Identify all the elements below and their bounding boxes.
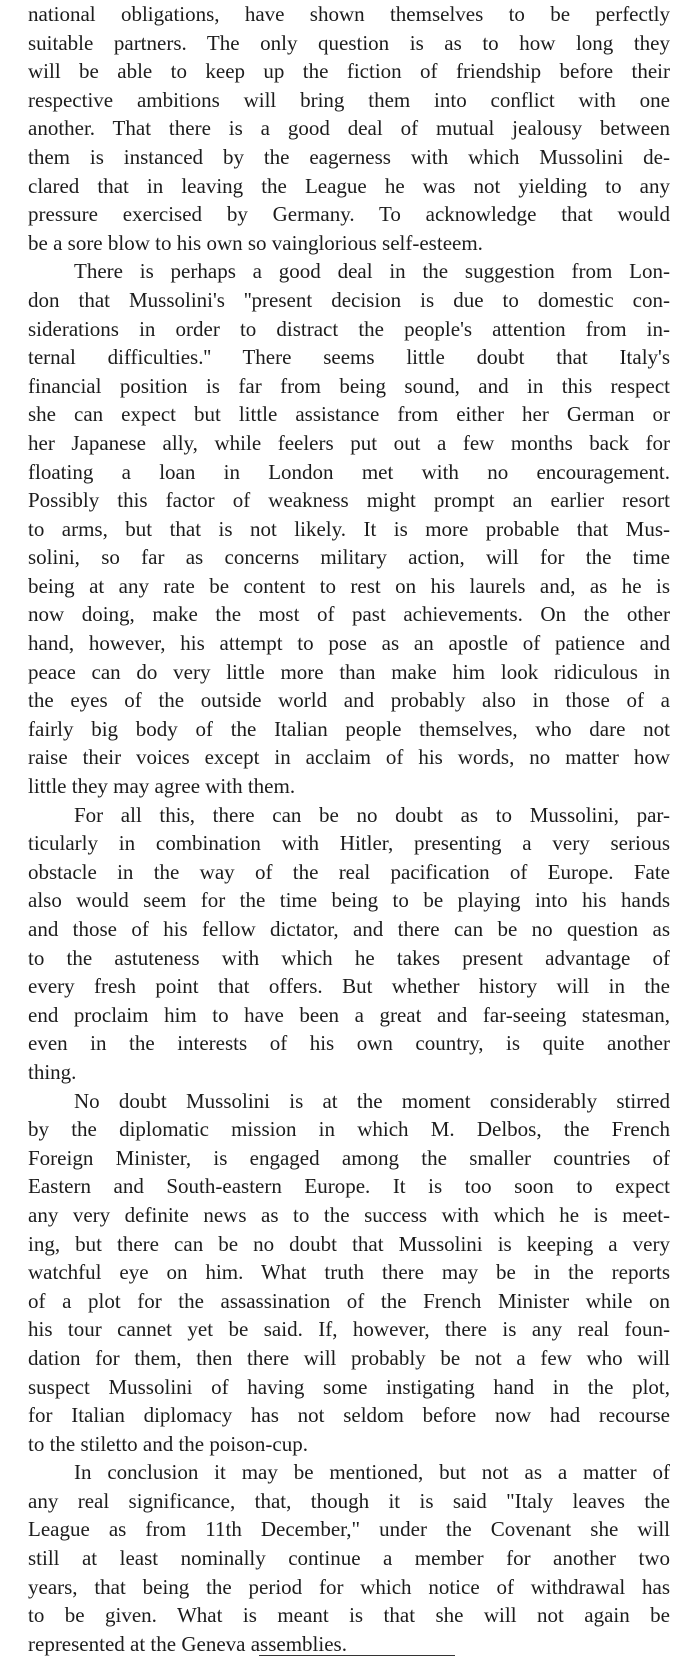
text-line: them is instanced by the eagerness with which Mussolini de- (28, 144, 670, 169)
text-line: every fresh point that offers. But whether history will in the (28, 974, 670, 999)
text-line: peace can do very little more than make him look ridiculous in (28, 659, 670, 684)
end-rule-divider (259, 1655, 455, 1656)
paragraph (28, 0, 670, 257)
text-line: she can expect but little assistance from either her German or (28, 402, 670, 427)
text-line: any real significance, that, though it is said "Italy leaves the (28, 1488, 670, 1513)
text-line: another. That there is a good deal of mutual jealousy between (28, 116, 670, 141)
text-line: clared that in leaving the League he was not yielding to any (28, 173, 670, 198)
text-line: of a plot for the assassination of the French Minister while on (28, 1288, 670, 1313)
text-line: to the stiletto and the poison-cup. (28, 1431, 308, 1456)
paragraph (28, 257, 670, 800)
text-line: any very definite news as to the success with which he is meet- (28, 1202, 670, 1227)
text-line: obstacle in the way of the real pacification of Europe. Fate (28, 859, 670, 884)
paragraph (28, 801, 670, 1087)
text-line: little they may agree with them. (28, 774, 296, 799)
text-line: ticularly in combination with Hitler, presenting a very serious (28, 831, 670, 856)
text-line: being at any rate be content to rest on his laurels and, as he is (28, 573, 670, 598)
text-line: to be given. What is meant is that she will not again be (28, 1603, 670, 1628)
text-line: Foreign Minister, is engaged among the smaller countries of (28, 1145, 670, 1170)
text-line: League as from 11th December," under the Covenant she will (28, 1517, 670, 1542)
text-line: now doing, make the most of past achievements. On the other (28, 602, 670, 627)
text-line: years, that being the period for which notice of withdrawal has (28, 1574, 670, 1599)
text-line: In conclusion it may be mentioned, but not as a matter of (74, 1460, 670, 1485)
text-line: No doubt Mussolini is at the moment considerably stirred (74, 1088, 670, 1113)
text-line: be a sore blow to his own so vainglorious self-esteem. (28, 230, 483, 255)
text-line: hand, however, his attempt to pose as an apostle of patience and (28, 631, 670, 656)
text-line: his tour cannet yet be said. If, however, there is any real foun- (28, 1317, 670, 1342)
text-line: don that Mussolini's ''present decision is due to domestic con- (28, 287, 670, 312)
text-line: suitable partners. The only question is as to how long they (28, 30, 670, 55)
text-line: the eyes of the outside world and probably also in those of a (28, 688, 670, 713)
text-line: her Japanese ally, while feelers put out a few months back for (28, 430, 670, 455)
text-line: even in the interests of his own country, is quite another (28, 1031, 670, 1056)
text-line: floating a loan in London met with no encouragement. (28, 459, 670, 484)
text-line: For all this, there can be no doubt as to Mussolini, par- (74, 802, 670, 827)
text-line: to arms, but that is not likely. It is more probable that Mus- (28, 516, 670, 541)
text-line: There is perhaps a good deal in the suggestion from Lon- (74, 259, 670, 284)
text-line: Possibly this factor of weakness might prompt an earlier resort (28, 488, 670, 513)
text-line: end proclaim him to have been a great and far-seeing statesman, (28, 1002, 670, 1027)
text-line: financial position is far from being sound, and in this respect (28, 373, 670, 398)
text-line: solini, so far as concerns military action, will for the time (28, 545, 670, 570)
text-line: ternal difficulties.'' There seems little doubt that Italy's (28, 345, 670, 370)
text-line: raise their voices except in acclaim of his words, no matter how (28, 745, 670, 770)
text-line: to the astuteness with which he takes present advantage of (28, 945, 670, 970)
text-line: thing. (28, 1059, 77, 1084)
text-line: also would seem for the time being to be playing into his hands (28, 888, 670, 913)
text-line: represented at the Geneva assemblies. (28, 1631, 347, 1656)
text-line: suspect Mussolini of having some instigating hand in the plot, (28, 1374, 670, 1399)
text-line: Eastern and South-eastern Europe. It is too soon to expect (28, 1174, 670, 1199)
text-line: by the diplomatic mission in which M. Delbos, the French (28, 1117, 670, 1142)
text-line: dation for them, then there will probably be not a few who will (28, 1345, 670, 1370)
paragraph (28, 1087, 670, 1459)
text-line: watchful eye on him. What truth there may be in the reports (28, 1260, 670, 1285)
text-line: siderations in order to distract the people's attention from in- (28, 316, 670, 341)
text-line: still at least nominally continue a member for another two (28, 1546, 670, 1571)
text-line: and those of his fellow dictator, and there can be no question as (28, 917, 670, 941)
text-line: for Italian diplomacy has not seldom before now had recourse (28, 1403, 670, 1428)
text-line: ing, but there can be no doubt that Mussolini is keeping a very (28, 1231, 670, 1256)
paragraph (28, 1458, 670, 1658)
text-line: national obligations, have shown themselves to be perfectly (28, 2, 670, 26)
text-line: will be able to keep up the fiction of friendship before their (28, 59, 670, 84)
document-page (28, 0, 670, 1658)
text-line: respective ambitions will bring them into conflict with one (28, 87, 670, 112)
text-line: fairly big body of the Italian people themselves, who dare not (28, 716, 670, 741)
text-line: pressure exercised by Germany. To acknowledge that would (28, 202, 670, 227)
